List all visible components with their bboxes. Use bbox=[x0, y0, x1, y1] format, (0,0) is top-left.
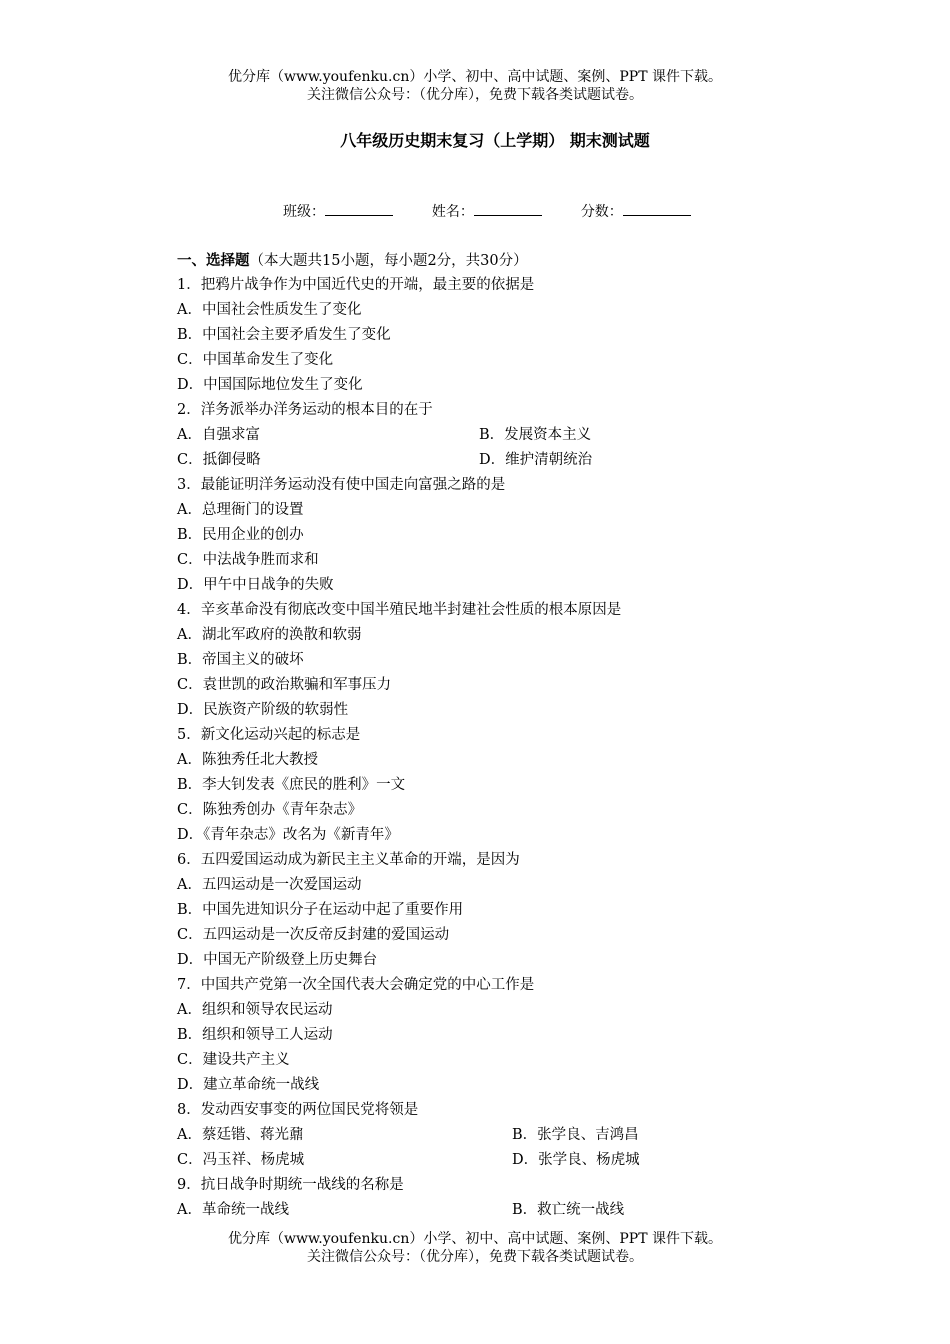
header-banner-line2: 关注微信公众号：（优分库），免费下载各类试题试卷。 bbox=[307, 87, 643, 103]
section-heading bbox=[177, 248, 877, 273]
option-row bbox=[177, 1123, 877, 1148]
option: D．《青年杂志》改名为《新青年》 bbox=[177, 827, 399, 843]
option: A．革命统一战线 bbox=[177, 1202, 289, 1218]
score-blank bbox=[623, 203, 691, 216]
option: B．发展资本主义 bbox=[479, 427, 592, 443]
option: D．维护清朝统治 bbox=[479, 452, 593, 468]
option: C．陈独秀创办《青年杂志》 bbox=[177, 802, 363, 818]
section-note: （本大题共15小题，每小题2分，共30分） bbox=[249, 253, 528, 269]
option: D．中国国际地位发生了变化 bbox=[177, 377, 363, 393]
header-banner-line1: 优分库（www.youfenku.cn）小学、初中、高中试题、案例、PPT 课件下载。 bbox=[227, 69, 722, 85]
question-stem: 4．辛亥革命没有彻底改变中国半殖民地半封建社会性质的根本原因是 bbox=[177, 602, 622, 618]
option: B．张学良、吉鸿昌 bbox=[512, 1127, 639, 1143]
question-stem: 6．五四爱国运动成为新民主主义革命的开端，是因为 bbox=[177, 852, 520, 868]
footer-banner bbox=[0, 1230, 950, 1266]
option: D．张学良、杨虎城 bbox=[512, 1152, 640, 1168]
option: B．救亡统一战线 bbox=[512, 1202, 625, 1218]
option: C．中法战争胜而求和 bbox=[177, 552, 319, 568]
class-label: 班级： bbox=[283, 204, 325, 220]
exam-content bbox=[177, 248, 877, 1223]
option: C．中国革命发生了变化 bbox=[177, 352, 334, 368]
score-label: 分数： bbox=[580, 204, 623, 220]
option: D．中国无产阶级登上历史舞台 bbox=[177, 952, 378, 968]
option: B．帝国主义的破坏 bbox=[177, 652, 304, 668]
student-info-row bbox=[283, 201, 691, 221]
option: A．五四运动是一次爱国运动 bbox=[177, 877, 362, 893]
question-stem: 8．发动西安事变的两位国民党将领是 bbox=[177, 1102, 419, 1118]
question-stem: 9．抗日战争时期统一战线的名称是 bbox=[177, 1177, 404, 1193]
option-row bbox=[177, 1198, 877, 1223]
class-blank bbox=[325, 203, 393, 216]
option: A．湖北军政府的涣散和软弱 bbox=[177, 627, 362, 643]
option: D．民族资产阶级的软弱性 bbox=[177, 702, 349, 718]
option: A．组织和领导农民运动 bbox=[177, 1002, 333, 1018]
name-label: 姓名： bbox=[431, 204, 474, 220]
option: C．冯玉祥、杨虎城 bbox=[177, 1152, 305, 1168]
option-row bbox=[177, 1148, 877, 1173]
page-title: 八年级历史期末复习（上学期） 期末测试题 bbox=[340, 131, 650, 150]
name-blank bbox=[474, 203, 542, 216]
question-stem: 1．把鸦片战争作为中国近代史的开端，最主要的依据是 bbox=[177, 277, 535, 293]
option: B．组织和领导工人运动 bbox=[177, 1027, 333, 1043]
footer-banner-line1: 优分库（www.youfenku.cn）小学、初中、高中试题、案例、PPT 课件下载。 bbox=[227, 1231, 722, 1247]
option: A．蔡廷锴、蒋光鼐 bbox=[177, 1127, 304, 1143]
option: A．自强求富 bbox=[177, 427, 260, 443]
question-stem: 2．洋务派举办洋务运动的根本目的在于 bbox=[177, 402, 433, 418]
footer-banner-line2: 关注微信公众号：（优分库），免费下载各类试题试卷。 bbox=[307, 1249, 643, 1265]
option: B．李大钊发表《庶民的胜利》一文 bbox=[177, 777, 406, 793]
option: C．袁世凯的政治欺骗和军事压力 bbox=[177, 677, 392, 693]
option: C．抵御侵略 bbox=[177, 452, 261, 468]
option: C．建设共产主义 bbox=[177, 1052, 290, 1068]
option-row bbox=[177, 448, 877, 473]
section-title: 一、选择题 bbox=[177, 252, 250, 269]
option: C．五四运动是一次反帝反封建的爱国运动 bbox=[177, 927, 450, 943]
header-banner bbox=[0, 68, 950, 104]
option: A．陈独秀任北大教授 bbox=[177, 752, 318, 768]
option: B．中国先进知识分子在运动中起了重要作用 bbox=[177, 902, 464, 918]
option: A．总理衙门的设置 bbox=[177, 502, 304, 518]
option: D．建立革命统一战线 bbox=[177, 1077, 320, 1093]
question-stem: 7．中国共产党第一次全国代表大会确定党的中心工作是 bbox=[177, 977, 535, 993]
option: B．民用企业的创办 bbox=[177, 527, 304, 543]
option: A．中国社会性质发生了变化 bbox=[177, 302, 362, 318]
question-stem: 5．新文化运动兴起的标志是 bbox=[177, 727, 361, 743]
option-row bbox=[177, 423, 877, 448]
question-stem: 3．最能证明洋务运动没有使中国走向富强之路的是 bbox=[177, 477, 506, 493]
option: B．中国社会主要矛盾发生了变化 bbox=[177, 327, 391, 343]
option: D．甲午中日战争的失败 bbox=[177, 577, 334, 593]
